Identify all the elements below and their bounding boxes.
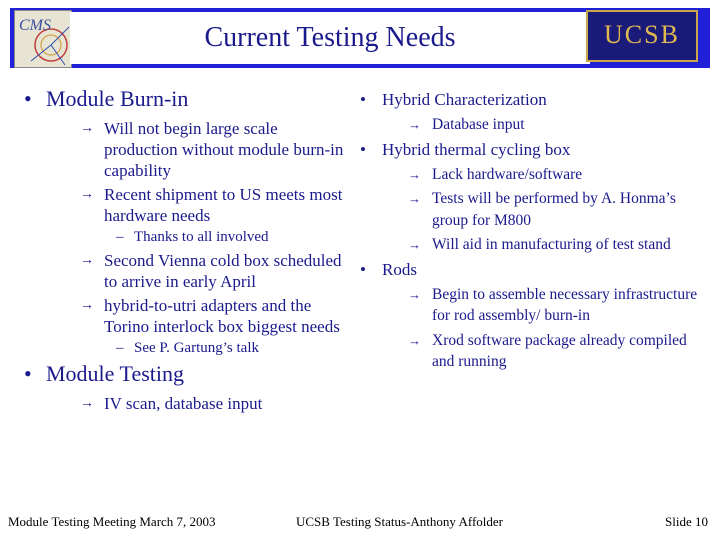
footer-meeting-date: Module Testing Meeting March 7, 2003: [8, 514, 216, 529]
cms-logo-text: CMS: [19, 17, 51, 34]
arrow-right-icon: →: [408, 286, 421, 302]
heading-hybrid-thermal-cycling: Hybrid thermal cycling box: [382, 139, 571, 159]
list-item: [360, 234, 700, 256]
subnote-text: See P. Gartung’s talk: [134, 340, 259, 356]
list-item: [360, 188, 700, 231]
bullet-dot-icon: •: [24, 361, 32, 386]
subnote: [24, 229, 354, 246]
list-item-text: Xrod software package already compiled and running: [432, 331, 687, 370]
list-item: [24, 118, 354, 181]
arrow-right-icon: →: [408, 237, 421, 252]
list-item-text: Recent shipment to US meets most hardware needs: [104, 185, 343, 225]
list-item-text: Lack hardware/software: [432, 165, 583, 183]
cms-logo: [14, 10, 72, 68]
list-item-text: hybrid-to-utri adapters and the Torino interlock box biggest needs: [104, 296, 340, 336]
list-item: [360, 330, 700, 373]
arrow-right-icon: →: [80, 298, 94, 313]
list-item-text: Tests will be performed by A. Honma’s group for M800: [432, 190, 676, 229]
arrow-right-icon: →: [408, 117, 421, 132]
ucsb-logo-text: UCSB: [604, 20, 680, 49]
list-item: [360, 114, 700, 136]
list-item-text: IV scan, database input: [104, 394, 263, 413]
heading-hybrid-characterization: Hybrid Characterization: [382, 90, 547, 109]
bullet-rods: [360, 260, 700, 280]
list-item-text: Second Vienna cold box scheduled to arrive in early April: [104, 251, 342, 291]
bullet-dot-icon: •: [360, 259, 366, 279]
heading-module-testing: Module Testing: [46, 361, 184, 386]
list-item-text: Will aid in manufacturing of test stand: [432, 236, 671, 253]
list-item: [24, 295, 354, 337]
dash-icon: –: [116, 229, 124, 245]
dash-icon: –: [116, 340, 124, 356]
bullet-dot-icon: •: [360, 139, 366, 159]
list-item: [360, 284, 700, 327]
bullet-dot-icon: •: [24, 86, 32, 111]
bullet-hybrid-thermal-cycling: [360, 140, 700, 160]
arrow-right-icon: →: [80, 396, 94, 411]
left-column: [24, 86, 354, 417]
subnote: [24, 340, 354, 357]
ucsb-logo: [586, 10, 698, 62]
list-item: [24, 184, 354, 226]
list-item-text: Begin to assemble necessary infrastructure for rod assembly/ burn-in: [432, 285, 698, 324]
bullet-hybrid-characterization: [360, 90, 700, 110]
bullet-module-testing: [24, 361, 354, 387]
list-item-text: Database input: [432, 116, 525, 133]
bullet-dot-icon: •: [360, 90, 366, 109]
list-item-text: Will not begin large scale production without module burn-in capability: [104, 119, 344, 180]
arrow-right-icon: →: [408, 332, 421, 348]
arrow-right-icon: →: [80, 253, 94, 268]
arrow-right-icon: →: [408, 166, 421, 182]
arrow-right-icon: →: [408, 191, 421, 206]
footer-presenter: UCSB Testing Status-Anthony Affolder: [296, 514, 503, 529]
slide-title: Current Testing Needs: [70, 12, 590, 64]
heading-rods: Rods: [382, 259, 417, 279]
footer-slide-number: Slide 10: [665, 514, 708, 529]
subnote-text: Thanks to all involved: [134, 229, 269, 245]
heading-module-burn-in: Module Burn-in: [46, 86, 189, 111]
arrow-right-icon: →: [80, 187, 94, 202]
list-item: [360, 164, 700, 186]
list-item: [24, 393, 354, 414]
bullet-module-burn-in: [24, 86, 354, 112]
right-column: [360, 86, 700, 376]
arrow-right-icon: →: [80, 121, 94, 136]
list-item: [24, 250, 354, 292]
